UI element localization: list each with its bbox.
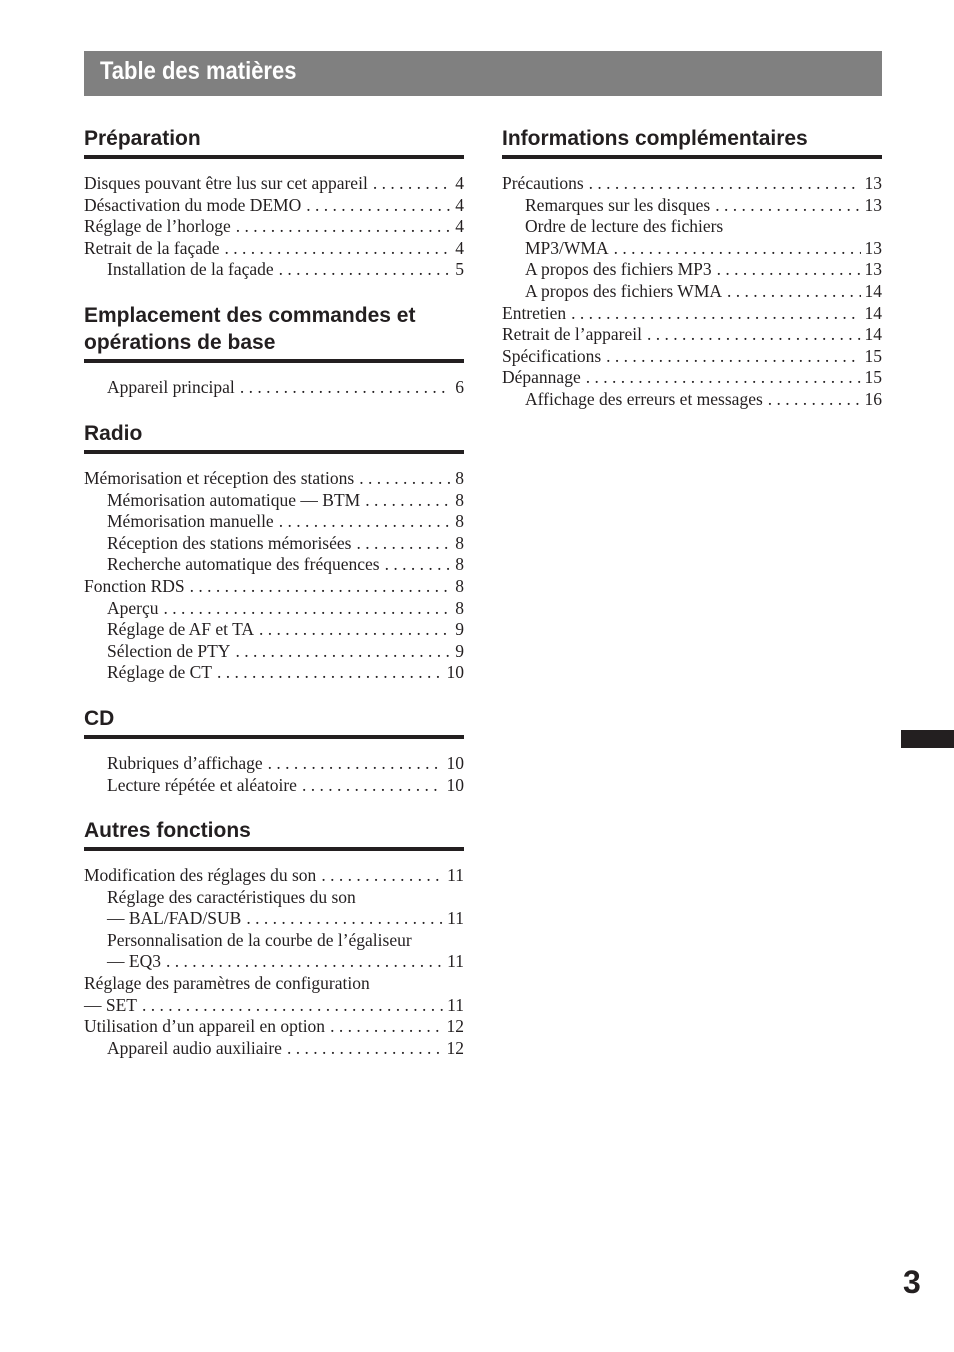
- toc-entry-page: 11: [447, 951, 464, 972]
- toc-entry-page: 4: [455, 216, 464, 237]
- toc-entry-page: 10: [446, 774, 464, 795]
- toc-entry-page: 8: [455, 575, 464, 596]
- toc-entry-title: Modification des réglages du son: [84, 865, 317, 885]
- toc-entry[interactable]: [84, 195, 464, 217]
- toc-entry[interactable]: [84, 951, 464, 973]
- dot-leader: [715, 195, 860, 217]
- dot-leader: [217, 662, 443, 684]
- dot-leader: [727, 281, 860, 303]
- dot-leader: [614, 238, 861, 260]
- toc-entry-title: Recherche automatique des fréquences: [107, 554, 380, 575]
- toc-section: [84, 817, 464, 1059]
- toc-entry[interactable]: [84, 377, 464, 399]
- toc-section: [84, 125, 464, 281]
- toc-entry-page: 8: [455, 554, 464, 575]
- toc-entry-title: Mémorisation et réception des stations: [84, 468, 355, 488]
- toc-entry-title: Lecture répétée et aléatoire: [107, 774, 297, 795]
- toc-entry-page: 10: [446, 753, 464, 773]
- dot-leader: [279, 511, 452, 533]
- dot-leader: [321, 865, 443, 887]
- dot-leader: [164, 598, 452, 620]
- toc-section: [84, 302, 464, 399]
- section-heading: Emplacement des commandes et opérations de base: [84, 302, 464, 363]
- toc-entry[interactable]: [84, 576, 464, 598]
- toc-section: [84, 420, 464, 684]
- toc-entry-page: 8: [455, 489, 464, 510]
- toc-entry[interactable]: [502, 216, 882, 238]
- dot-leader: [306, 195, 451, 217]
- toc-section: [502, 125, 882, 411]
- dot-leader: [166, 951, 443, 973]
- toc-entry[interactable]: [84, 995, 464, 1017]
- toc-entry[interactable]: [84, 662, 464, 684]
- toc-entry-list: [502, 173, 882, 411]
- dot-leader: [259, 619, 451, 641]
- toc-entry-list: [84, 468, 464, 684]
- toc-entry[interactable]: [84, 641, 464, 663]
- dot-leader: [373, 173, 451, 195]
- toc-entry[interactable]: [502, 259, 882, 281]
- toc-entry-title: Ordre de lecture des fichiers: [525, 216, 724, 237]
- dot-leader: [385, 554, 452, 576]
- toc-entry-title: Réglage de l’horloge: [84, 216, 231, 237]
- toc-entry-title: Sélection de PTY: [107, 640, 231, 661]
- toc-entry-title: Réglage des paramètres de configuration: [84, 972, 370, 993]
- toc-entry-title: Fonction RDS: [84, 575, 185, 596]
- toc-entry-title: Disques pouvant être lus sur cet appareil: [84, 173, 368, 193]
- toc-entry[interactable]: [84, 1016, 464, 1038]
- toc-entry[interactable]: [84, 887, 464, 909]
- toc-entry-page: 4: [455, 173, 464, 193]
- toc-entry[interactable]: [84, 238, 464, 260]
- dot-leader: [768, 389, 861, 411]
- toc-entry-page: 6: [455, 377, 464, 397]
- toc-entry[interactable]: [84, 490, 464, 512]
- language-tab-marker: [901, 730, 954, 748]
- dot-leader: [142, 995, 443, 1017]
- toc-entry[interactable]: [502, 303, 882, 325]
- toc-entry-page: 16: [864, 388, 882, 409]
- dot-leader: [225, 238, 452, 260]
- page-number: 3: [903, 1264, 921, 1300]
- dot-leader: [356, 533, 451, 555]
- toc-entry-title: A propos des fichiers MP3: [525, 259, 712, 280]
- toc-entry-title: Mémorisation manuelle: [107, 511, 274, 532]
- dot-leader: [235, 641, 451, 663]
- toc-entry[interactable]: [84, 468, 464, 490]
- toc-entry-title: Personnalisation de la courbe de l’égaliseur: [107, 929, 412, 950]
- page-title: Table des matières: [100, 57, 297, 85]
- toc-entry-title: Dépannage: [502, 367, 581, 388]
- toc-entry-page: 14: [864, 280, 882, 301]
- dot-leader: [589, 173, 861, 195]
- toc-entry-page: 14: [864, 324, 882, 345]
- toc-entry[interactable]: [84, 908, 464, 930]
- toc-entry[interactable]: [84, 973, 464, 995]
- dot-leader: [287, 1038, 443, 1060]
- toc-entry[interactable]: [84, 1038, 464, 1060]
- dot-leader: [571, 303, 860, 325]
- toc-entry-page: 11: [447, 908, 464, 929]
- toc-entry-title: Réglage de CT: [107, 662, 212, 683]
- toc-entry-title: Appareil audio auxiliaire: [107, 1037, 282, 1058]
- toc-entry[interactable]: [502, 173, 882, 195]
- toc-entry-title: Réception des stations mémorisées: [107, 532, 352, 553]
- dot-leader: [647, 324, 861, 346]
- toc-entry-title: Installation de la façade: [107, 259, 274, 280]
- toc-entry-title: Appareil principal: [107, 377, 235, 397]
- toc-entry-page: 4: [455, 237, 464, 258]
- toc-entry-title: Réglage des caractéristiques du son: [107, 886, 356, 907]
- toc-entry-list: [84, 173, 464, 281]
- title-bar: [84, 51, 882, 96]
- toc-entry[interactable]: [502, 367, 882, 389]
- toc-entry[interactable]: [84, 598, 464, 620]
- toc-entry[interactable]: [84, 753, 464, 775]
- section-heading: Informations complémentaires: [502, 125, 882, 159]
- dot-leader: [586, 367, 861, 389]
- dot-leader: [717, 259, 861, 281]
- toc-entry-page: 15: [864, 345, 882, 366]
- toc-entry[interactable]: [502, 389, 882, 411]
- toc-entry-list: [84, 377, 464, 399]
- toc-entry-title: — EQ3: [107, 951, 161, 972]
- dot-leader: [359, 468, 451, 490]
- toc-entry[interactable]: [502, 324, 882, 346]
- toc-entry[interactable]: [84, 775, 464, 797]
- section-heading: Autres fonctions: [84, 817, 464, 851]
- dot-leader: [279, 259, 452, 281]
- section-heading: Préparation: [84, 125, 464, 159]
- toc-entry-list: [84, 865, 464, 1059]
- toc-entry-title: Rubriques d’affichage: [107, 753, 263, 773]
- toc-entry-page: 11: [447, 994, 464, 1015]
- toc-section: [84, 705, 464, 796]
- toc-entry[interactable]: [84, 173, 464, 195]
- dot-leader: [240, 377, 451, 399]
- toc-entry-page: 13: [864, 259, 882, 280]
- toc-entry-title: Désactivation du mode DEMO: [84, 194, 302, 215]
- toc-entry-title: Mémorisation automatique — BTM: [107, 489, 361, 510]
- toc-entry[interactable]: [84, 511, 464, 533]
- toc-entry[interactable]: [84, 619, 464, 641]
- toc-entry-title: Aperçu: [107, 597, 159, 618]
- toc-entry[interactable]: [84, 533, 464, 555]
- toc-entry-page: 12: [446, 1037, 464, 1058]
- toc-entry[interactable]: [84, 930, 464, 952]
- toc-entry-title: MP3/WMA: [525, 237, 609, 258]
- toc-entry-list: [84, 753, 464, 796]
- toc-entry[interactable]: [84, 865, 464, 887]
- section-heading: Radio: [84, 420, 464, 454]
- toc-entry-page: 13: [864, 194, 882, 215]
- toc-entry-title: Remarques sur les disques: [525, 194, 711, 215]
- toc-entry-page: 14: [864, 302, 882, 323]
- dot-leader: [246, 908, 443, 930]
- toc-entry-page: 15: [864, 367, 882, 388]
- toc-entry-title: Retrait de la façade: [84, 237, 220, 258]
- dot-leader: [302, 775, 443, 797]
- dot-leader: [330, 1016, 442, 1038]
- toc-entry[interactable]: [84, 216, 464, 238]
- dot-leader: [365, 490, 451, 512]
- toc-entry-page: 13: [864, 173, 882, 193]
- toc-entry-title: Utilisation d’un appareil en option: [84, 1016, 326, 1037]
- toc-entry-page: 4: [455, 194, 464, 215]
- toc-entry-page: 8: [455, 532, 464, 553]
- toc-entry-title: Réglage de AF et TA: [107, 619, 254, 640]
- section-heading: CD: [84, 705, 464, 739]
- toc-entry-title: Entretien: [502, 302, 567, 323]
- toc-entry[interactable]: [84, 554, 464, 576]
- toc-entry-title: — BAL/FAD/SUB: [107, 908, 242, 929]
- toc-entry-page: 12: [446, 1016, 464, 1037]
- toc-entry-page: 8: [455, 511, 464, 532]
- toc-entry-page: 5: [455, 259, 464, 280]
- toc-entry-title: Affichage des erreurs et messages: [525, 388, 763, 409]
- toc-entry-page: 8: [455, 597, 464, 618]
- toc-entry-title: — SET: [84, 994, 137, 1015]
- toc-entry[interactable]: [502, 281, 882, 303]
- toc-entry-page: 8: [455, 468, 464, 488]
- dot-leader: [190, 576, 452, 598]
- toc-entry-page: 10: [446, 662, 464, 683]
- dot-leader: [606, 346, 860, 368]
- toc-entry[interactable]: [502, 238, 882, 260]
- toc-entry-title: A propos des fichiers WMA: [525, 280, 723, 301]
- toc-entry-page: 13: [864, 237, 882, 258]
- toc-entry[interactable]: [502, 346, 882, 368]
- toc-entry-page: 11: [447, 865, 464, 885]
- toc-entry[interactable]: [502, 195, 882, 217]
- toc-entry-title: Précautions: [502, 173, 584, 193]
- dot-leader: [236, 216, 451, 238]
- toc-entry-title: Spécifications: [502, 345, 602, 366]
- toc-entry[interactable]: [84, 259, 464, 281]
- toc-entry-page: 9: [455, 640, 464, 661]
- toc-entry-page: 9: [455, 619, 464, 640]
- dot-leader: [268, 753, 443, 775]
- toc-entry-title: Retrait de l’appareil: [502, 324, 642, 345]
